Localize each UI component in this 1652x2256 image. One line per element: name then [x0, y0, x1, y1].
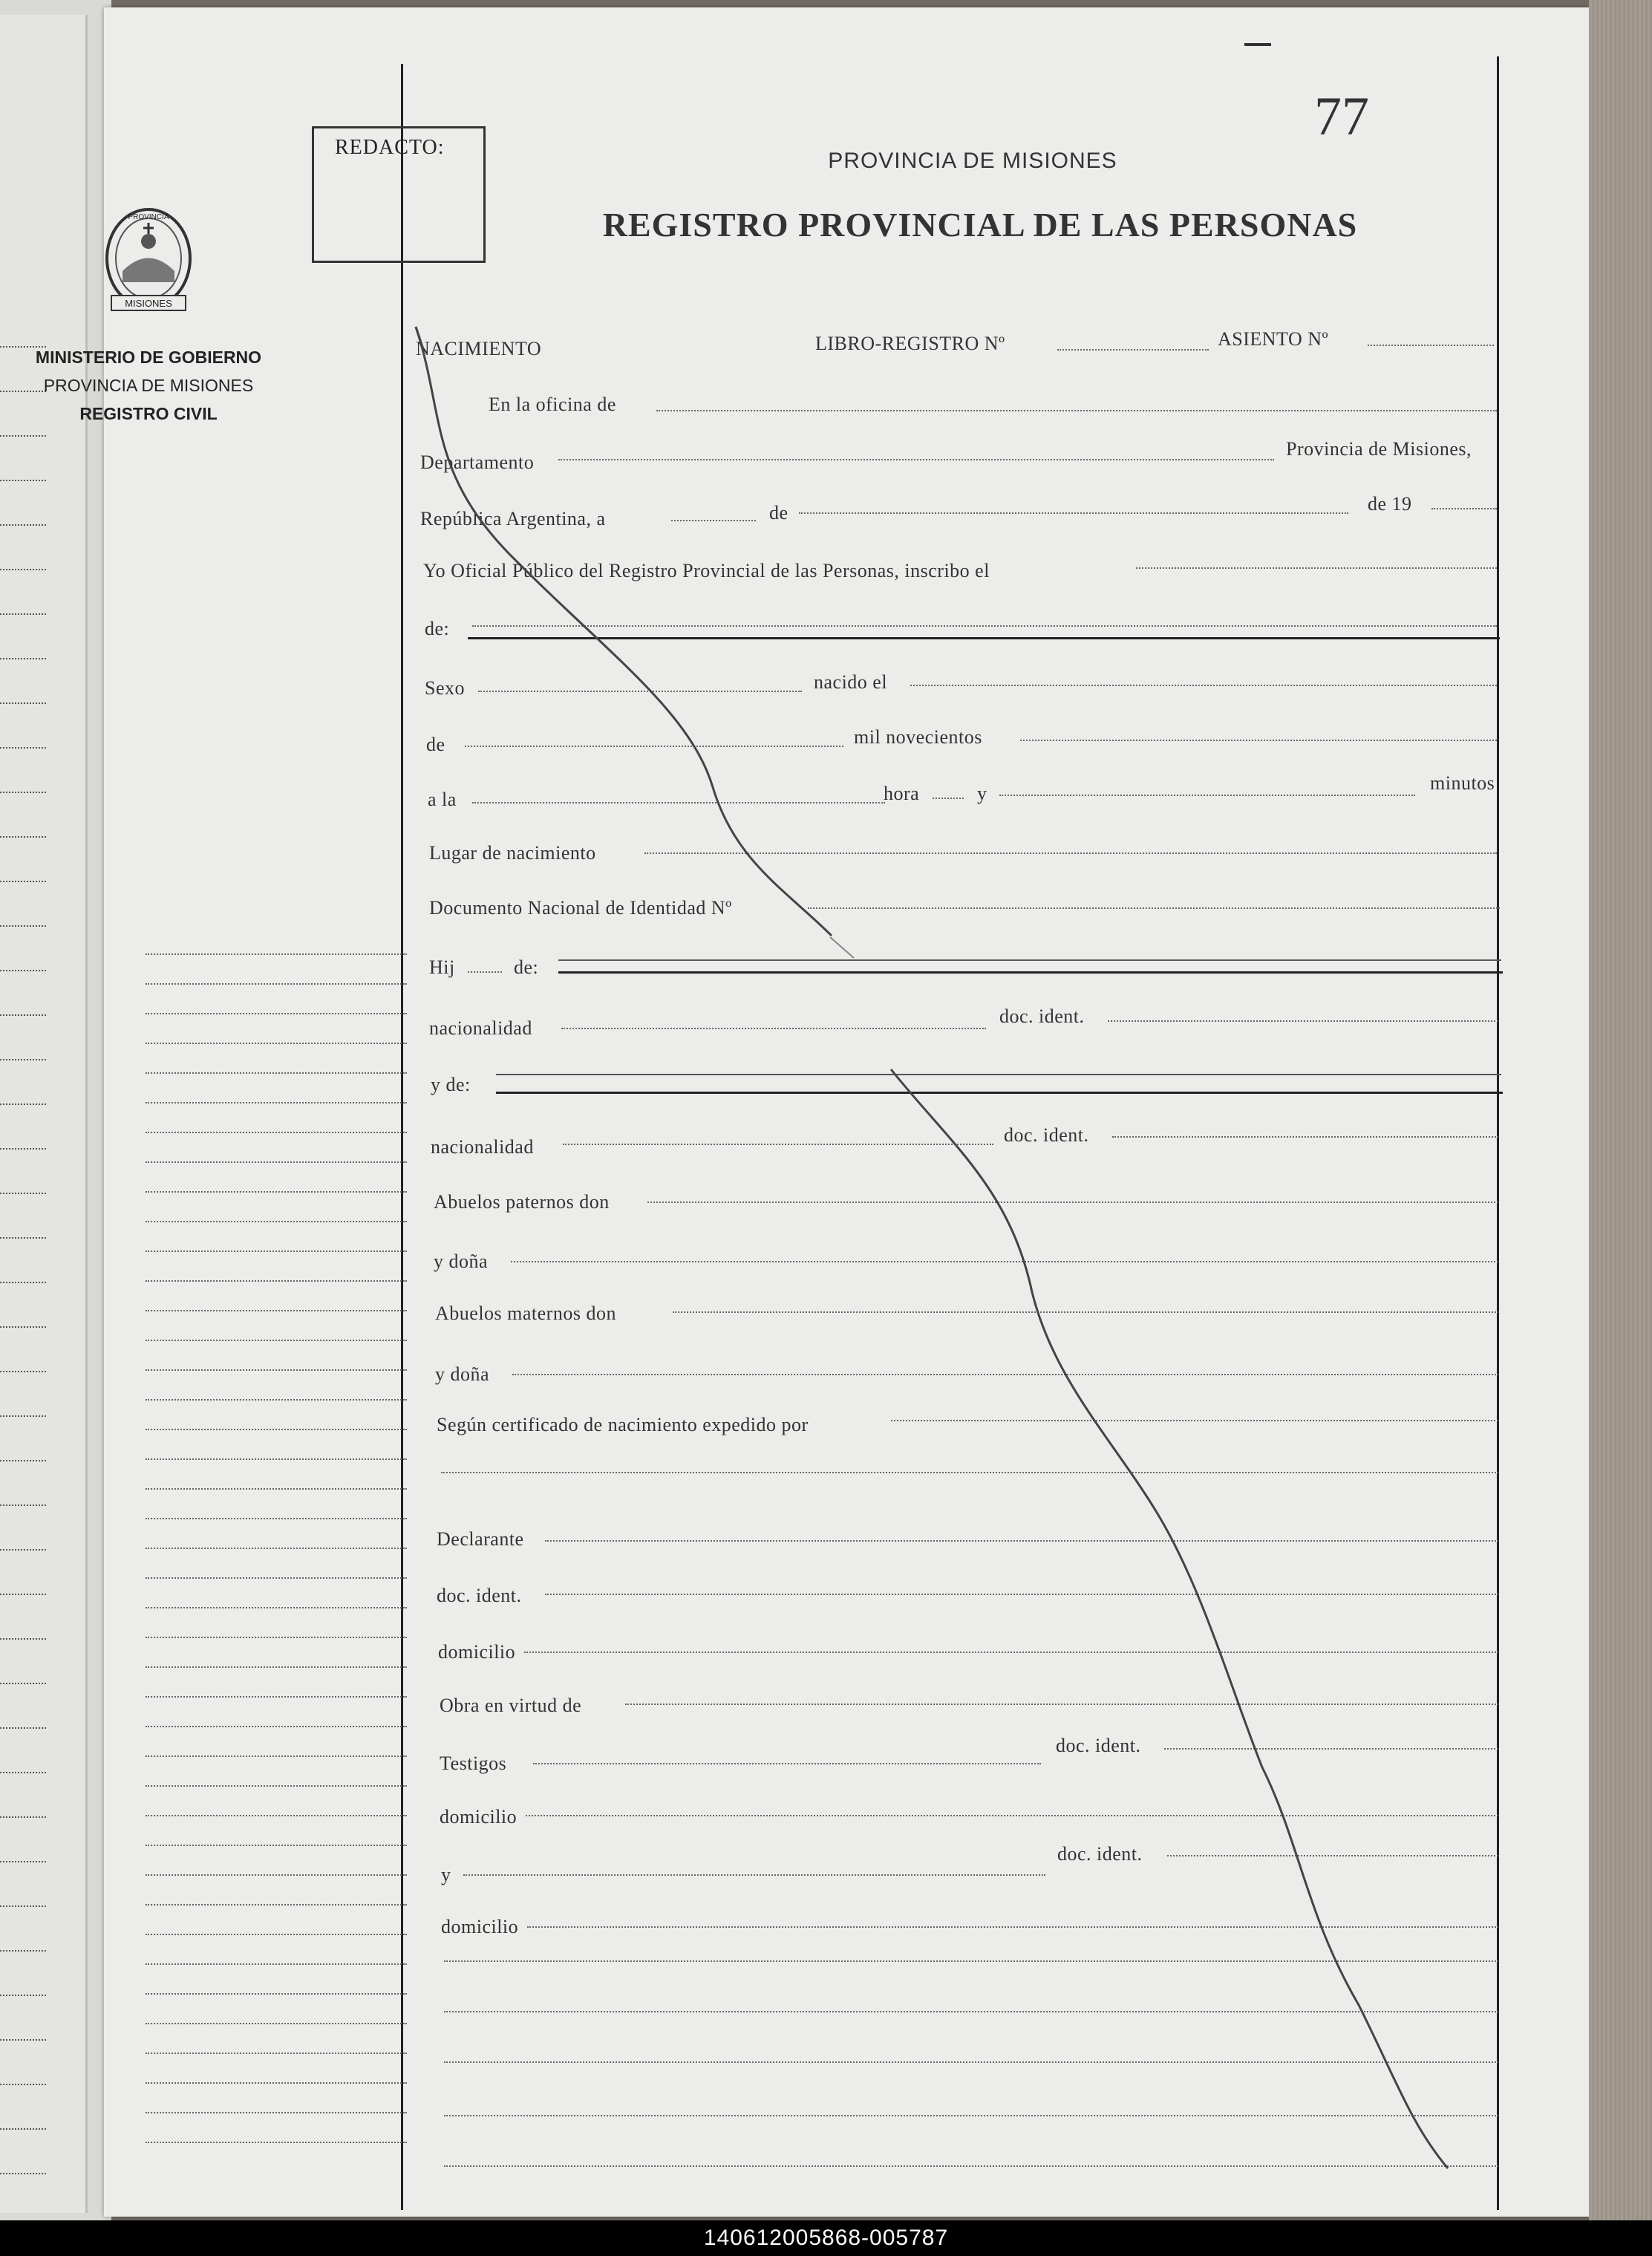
provincia-misiones-label: Provincia de Misiones,	[1286, 438, 1472, 460]
doc-ident-declarante-label: doc. ident.	[437, 1585, 522, 1606]
registry-title: REGISTRO PROVINCIAL DE LAS PERSONAS	[602, 206, 1358, 244]
hora-label: hora	[884, 783, 920, 804]
ministry-province: PROVINCIA DE MISIONES	[43, 376, 254, 395]
departamento-label: Departamento	[420, 451, 535, 473]
province-title: PROVINCIA DE MISIONES	[828, 149, 1117, 173]
nacionalidad-madre-label: nacionalidad	[431, 1136, 534, 1158]
republica-label: República Argentina, a	[420, 508, 606, 529]
seal-top-text: PROVINCIA	[128, 213, 169, 221]
padre-de-label: de:	[514, 956, 539, 978]
sexo-label: Sexo	[425, 677, 465, 699]
doc-ident-testigo-2-label: doc. ident.	[1057, 1843, 1143, 1865]
abuela-paterna-label: y doña	[434, 1251, 489, 1272]
redacto-label: REDACTO:	[335, 136, 445, 159]
de-month-label: de	[426, 734, 445, 755]
nacimiento-label: NACIMIENTO	[416, 338, 542, 359]
declarante-label: Declarante	[437, 1528, 524, 1550]
domicilio-declarante-label: domicilio	[438, 1641, 516, 1663]
ministry-name: MINISTERIO DE GOBIERNO	[35, 348, 262, 367]
doc-ident-madre-label: doc. ident.	[1004, 1124, 1089, 1146]
abuelos-maternos-label: Abuelos maternos don	[435, 1303, 616, 1324]
asiento-label: ASIENTO Nº	[1218, 328, 1329, 350]
y-hora-label: y	[977, 783, 987, 804]
year-prefix-label: de 19	[1368, 493, 1412, 515]
doc-ident-padre-label: doc. ident.	[999, 1005, 1085, 1027]
abuela-materna-label: y doña	[435, 1363, 490, 1385]
nombre-de-label: de:	[425, 618, 450, 639]
nacionalidad-padre-label: nacionalidad	[429, 1017, 532, 1039]
nacido-el-label: nacido el	[814, 671, 888, 693]
domicilio-testigo-2-label: domicilio	[441, 1916, 519, 1937]
libro-registro-label: LIBRO-REGISTRO Nº	[815, 333, 1005, 354]
y-testigo-2-label: y	[441, 1864, 451, 1885]
page-number: 77	[1314, 86, 1369, 147]
documento-label: Documento Nacional de Identidad Nº	[429, 897, 732, 919]
image-id-footer: 140612005868-005787	[0, 2220, 1652, 2256]
segun-certificado-label: Según certificado de nacimiento expedido por	[437, 1414, 809, 1435]
lugar-nacimiento-label: Lugar de nacimiento	[429, 842, 596, 864]
mil-novecientos-label: mil novecientos	[854, 726, 982, 748]
oficina-label: En la oficina de	[489, 394, 616, 415]
yo-oficial-label: Yo Oficial Público del Registro Provincial de las Personas, inscribo el	[423, 560, 990, 581]
domicilio-testigo-1-label: domicilio	[440, 1806, 518, 1828]
civil-registry: REGISTRO CIVIL	[79, 404, 218, 423]
de-label: de	[769, 502, 789, 524]
a-la-label: a la	[428, 789, 457, 810]
doc-ident-testigo-1-label: doc. ident.	[1056, 1735, 1141, 1756]
seal-bottom-text: MISIONES	[125, 298, 172, 309]
minutos-label: minutos	[1430, 772, 1495, 794]
hij-label: Hij	[429, 956, 455, 978]
abuelos-paternos-label: Abuelos paternos don	[434, 1191, 610, 1213]
testigos-label: Testigos	[440, 1753, 507, 1774]
obra-en-virtud-label: Obra en virtud de	[440, 1695, 582, 1716]
madre-de-label: y de:	[431, 1074, 471, 1095]
